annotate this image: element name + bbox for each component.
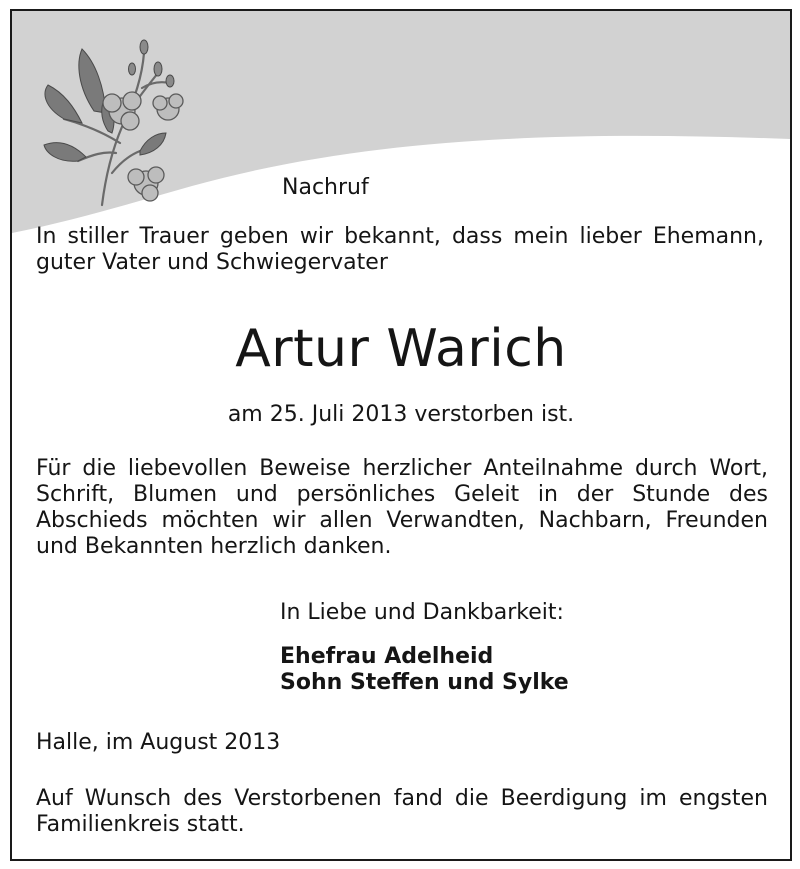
thanks-paragraph: Für die liebevollen Beweise herzlicher Anteilnahme durch Wort, Schrift, Blumen und persönliches Geleit in der Stunde des Abschieds möchten wir allen Verwandten, Nachbarn, Freunden und Bekannten herzlich danken.: [36, 456, 768, 559]
death-date-line: am 25. Juli 2013 verstorben ist.: [227, 402, 575, 427]
heading-nachruf: Nachruf: [282, 175, 369, 200]
closing-line: In Liebe und Dankbarkeit:: [280, 600, 564, 625]
funeral-note: Auf Wunsch des Verstorbenen fand die Beerdigung im engsten Familienkreis statt.: [36, 786, 768, 837]
place-date: Halle, im August 2013: [36, 730, 281, 755]
intro-paragraph: In stiller Trauer geben wir bekannt, dass mein lieber Ehemann, guter Vater und Schwiegervater: [36, 224, 764, 275]
signer-son: Sohn Steffen und Sylke: [280, 670, 569, 695]
signer-wife: Ehefrau Adelheid: [280, 644, 494, 669]
rose-branch-icon: [34, 33, 194, 213]
deceased-name: Artur Warich: [235, 319, 567, 379]
obituary-card: [10, 9, 792, 861]
